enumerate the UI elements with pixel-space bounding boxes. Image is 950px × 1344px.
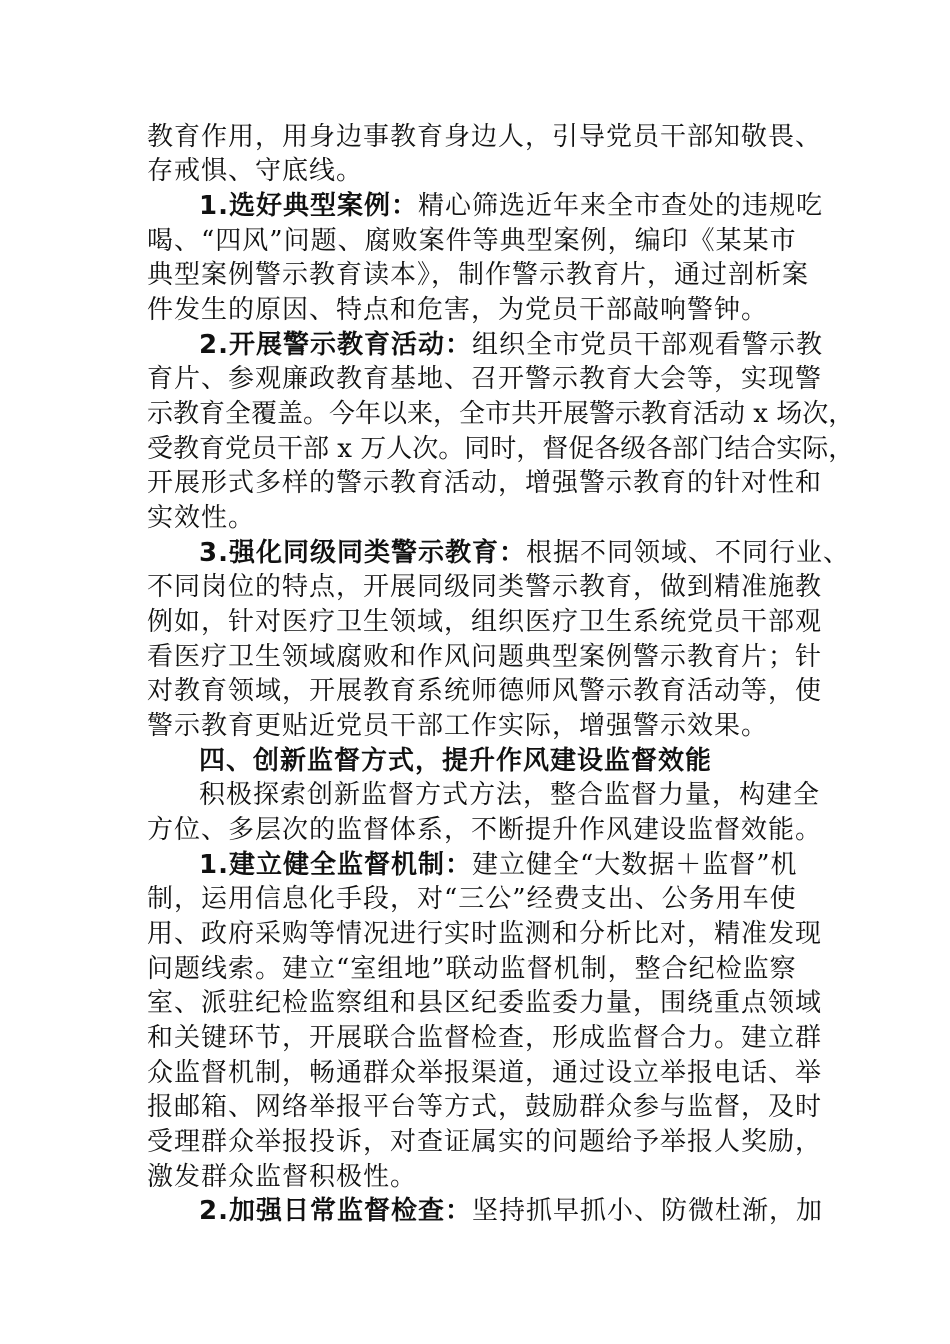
paragraph-line: [147, 362, 938, 402]
text-line: 坚持抓早抓小、防微杜渐，加: [471, 1196, 823, 1226]
text-line: 用、政府采购等情况进行实时监测和分析比对，精准发现: [147, 919, 823, 949]
text-line: 受教育党员干部 x 万人次。同时，督促各级各部门结合实际，: [147, 434, 855, 464]
text-line: 示教育全覆盖。今年以来，全市共开展警示教育活动 x 场次，: [147, 399, 855, 429]
paragraph-line: [147, 154, 938, 194]
item-heading: 1.选好典型案例：: [199, 191, 418, 221]
paragraph-line: [147, 570, 938, 610]
paragraph-line: [147, 709, 938, 749]
text-line: 和关键环节，开展联合监督检查，形成监督合力。建立群: [147, 1023, 823, 1053]
paragraph-line: [147, 397, 938, 437]
text-line: 不同岗位的特点，开展同级同类警示教育，做到精准施教: [147, 572, 823, 602]
paragraph-line: [147, 674, 938, 714]
text-line: 受理群众举报投诉，对查证属实的问题给予举报人奖励，: [147, 1127, 823, 1157]
paragraph-line: [147, 986, 938, 1026]
text-line: 问题线索。建立“室组地”联动监督机制，整合纪检监察: [147, 954, 797, 984]
text-line: 方位、多层次的监督体系，不断提升作风建设监督效能。: [147, 815, 823, 845]
text-line: 对教育领域，开展教育系统师德师风警示教育活动等，使: [147, 676, 823, 706]
text-line: 教育作用，用身边事教育身边人，引导党员干部知敬畏、: [147, 122, 823, 152]
paragraph-line: [147, 605, 938, 645]
text-line: 制，运用信息化手段，对“三公”经费支出、公务用车使: [147, 884, 797, 914]
paragraph-line: [147, 1125, 938, 1165]
paragraph-first-line: [199, 1194, 938, 1234]
text-line: 建立健全“大数据＋监督”机: [471, 850, 798, 880]
text-line: 育片、参观廉政教育基地、召开警示教育大会等，实现警: [147, 364, 823, 394]
paragraph-line: [147, 1090, 938, 1130]
text-line: 根据不同领域、不同行业、: [525, 538, 850, 568]
paragraph-line: [147, 501, 938, 541]
paragraph-line: [147, 813, 938, 853]
paragraph-first-line: [199, 778, 938, 818]
item-heading: 3.强化同级同类警示教育：: [199, 538, 526, 568]
text-line: 激发群众监督积极性。: [147, 1162, 418, 1192]
text-line: 组织全市党员干部观看警示教: [471, 330, 823, 360]
section-title: 四、创新监督方式，提升作风建设监督效能: [199, 746, 713, 776]
text-line: 报邮箱、网络举报平台等方式，鼓励群众参与监督，及时: [147, 1092, 823, 1122]
text-line: 积极探索创新监督方式方法，整合监督力量，构建全: [199, 780, 821, 810]
text-line: 典型案例警示教育读本》，制作警示教育片，通过剖析案: [147, 260, 810, 290]
item-heading: 2.加强日常监督检查：: [199, 1196, 472, 1226]
text-line: 实效性。: [147, 503, 256, 533]
text-line: 看医疗卫生领域腐败和作风问题典型案例警示教育片；针: [147, 642, 823, 672]
paragraph-line: [147, 1021, 938, 1061]
text-line: 件发生的原因、特点和危害，为党员干部敲响警钟。: [147, 295, 769, 325]
item-heading: 2.开展警示教育活动：: [199, 330, 472, 360]
paragraph-line: [147, 917, 938, 957]
paragraph-line: [147, 882, 938, 922]
item-heading: 1.建立健全监督机制：: [199, 850, 472, 880]
text-line: 警示教育更贴近党员干部工作实际，增强警示效果。: [147, 711, 769, 741]
paragraph-line: [147, 258, 938, 298]
text-line: 精心筛选近年来全市查处的违规吃: [417, 191, 823, 221]
text-line: 众监督机制，畅通群众举报渠道，通过设立举报电话、举: [147, 1058, 823, 1088]
paragraph-first-line: [199, 189, 938, 229]
text-line: 室、派驻纪检监察组和县区纪委监委力量，围绕重点领域: [147, 988, 823, 1018]
paragraph-line: [147, 293, 938, 333]
text-line: 喝、“四风”问题、腐败案件等典型案例，编印《某某市: [147, 226, 797, 256]
text-line: 存戒惧、守底线。: [147, 156, 364, 186]
text-line: 开展形式多样的警示教育活动，增强警示教育的针对性和: [147, 468, 823, 498]
paragraph-line: [147, 466, 938, 506]
text-line: 例如，针对医疗卫生领域，组织医疗卫生系统党员干部观: [147, 607, 823, 637]
